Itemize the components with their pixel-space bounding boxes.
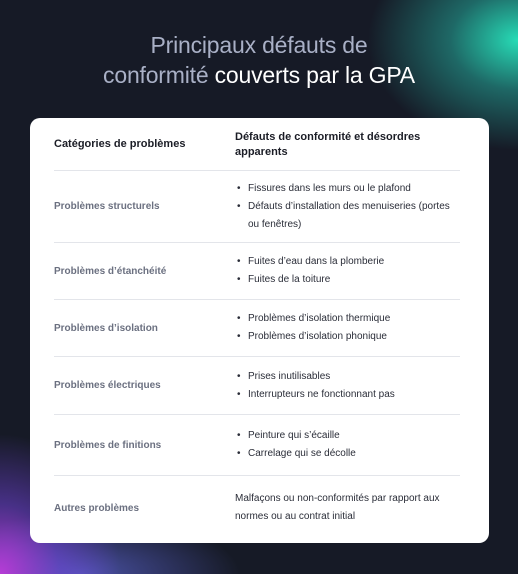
- page-title: [0, 30, 518, 90]
- table-row: [54, 300, 460, 357]
- row-text: Malfaçons ou non-conformités par rapport aux normes ou au contrat initial: [235, 493, 440, 522]
- row-category: Problèmes d’isolation: [54, 322, 158, 334]
- row-category: Problèmes de finitions: [54, 439, 162, 451]
- list-item: • Prises inutilisables: [235, 368, 460, 386]
- row-category: Problèmes d’étanchéité: [54, 265, 167, 277]
- defects-table-card: [30, 118, 489, 543]
- list-item: • Peinture qui s’écaille: [235, 427, 460, 445]
- row-items: [235, 180, 460, 234]
- row-items: [235, 427, 460, 463]
- list-item: • Fuites d’eau dans la plomberie: [235, 253, 460, 271]
- table-row: [54, 243, 460, 300]
- table-row: [54, 357, 460, 415]
- header-categories: Catégories de problèmes: [54, 138, 186, 150]
- list-item: • Problèmes d’isolation thermique: [235, 310, 460, 328]
- title-line2-muted: conformité: [103, 62, 209, 88]
- list-item: • Interrupteurs ne fonctionnant pas: [235, 386, 460, 404]
- row-items: [235, 368, 460, 404]
- list-item: • Problèmes d’isolation phonique: [235, 328, 460, 346]
- table-header: [54, 118, 460, 171]
- table-row: [54, 171, 460, 243]
- row-category: Autres problèmes: [54, 502, 140, 514]
- row-category: Problèmes électriques: [54, 380, 161, 391]
- table-row: [54, 415, 460, 476]
- header-defects: Défauts de conformité et désordres apparents: [235, 131, 421, 158]
- list-item: • Carrelage qui se décolle: [235, 445, 460, 463]
- row-items: [235, 253, 460, 289]
- list-item: • Fissures dans les murs ou le plafond: [235, 180, 460, 198]
- list-item: • Défauts d’installation des menuiseries (portes ou fenêtres): [235, 198, 460, 234]
- table-row: [54, 476, 460, 540]
- row-items: [235, 310, 460, 346]
- list-item: • Fuites de la toiture: [235, 271, 460, 289]
- row-category: Problèmes structurels: [54, 201, 160, 212]
- title-line1: Principaux défauts de: [150, 32, 368, 58]
- title-line2-white: couverts par la GPA: [214, 62, 415, 88]
